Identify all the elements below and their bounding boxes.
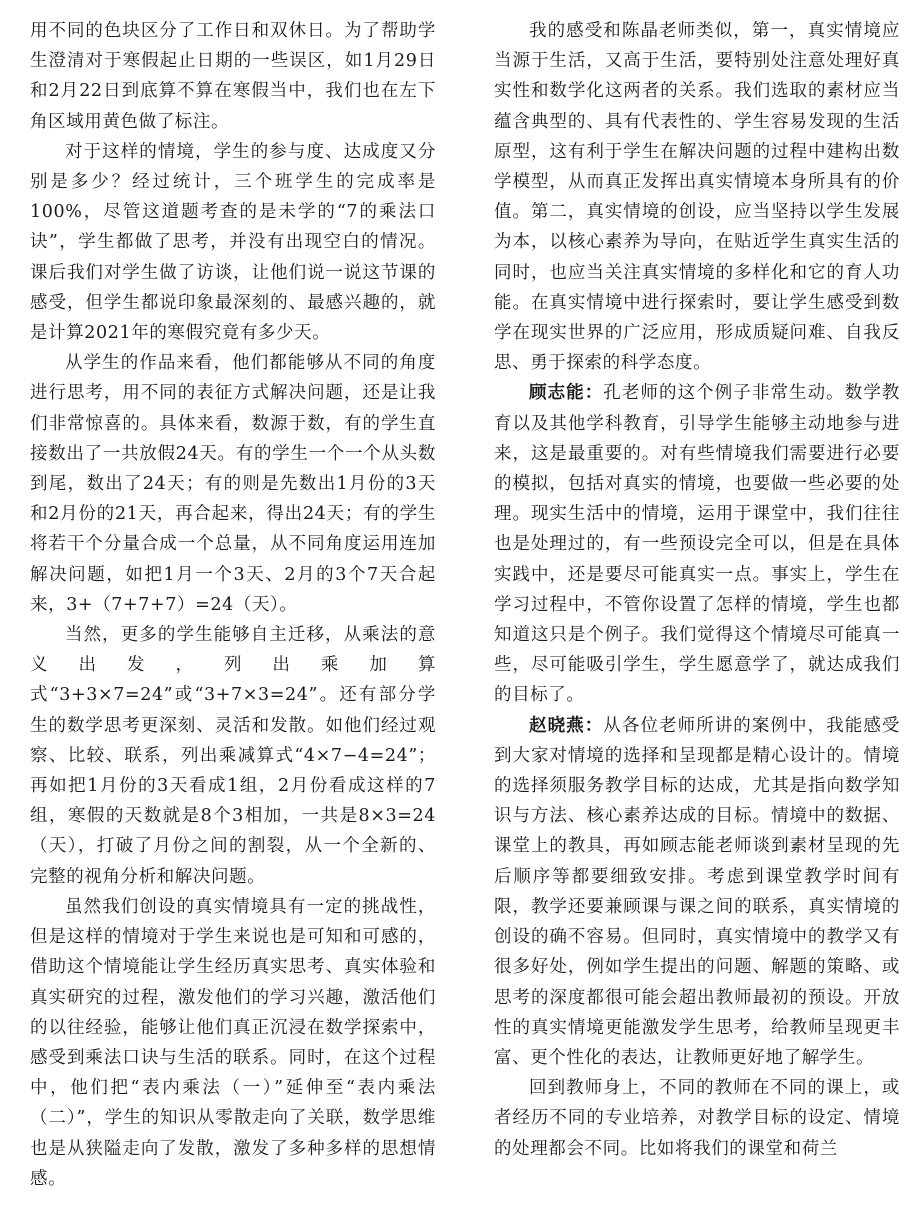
speaker-text: 孔老师的这个例子非常生动。数学教育以及其他学科教育，引导学生能够主动地参与进来，这是最重要的。对有些情境我们需要进行必要的模拟，包括对真实的情境，也要做一些必要的处理。现实生活中的情境，运用于课堂中，我们往往也是处理过的，有一些预设完全可以，但是在具体实践中，还是要尽可能真实一点。事实上，学生在学习过程中，不管你设置了怎样的情境，学生也都知道这只是个例子。我们觉得这个情境尽可能真一些，尽可能吸引学生，学生愿意学了，就达成我们的目标了。 xyxy=(494,383,900,706)
paragraph: 对于这样的情境，学生的参与度、达成度又分别是多少？经过统计，三个班学生的完成率是100%，尽管这道题考查的是未学的“7的乘法口诀”，学生都做了思考，并没有出现空白的情况。课后我们对学生做了访谈，让他们说一说这节课的感受，但学生都说印象最深刻的、最感兴趣的，就是计算2021年的寒假究竟有多少天。 xyxy=(30,141,436,344)
speaker-text: 从各位老师所讲的案例中，我能感受到大家对情境的选择和呈现都是精心设计的。情境的选择须服务教学目标的达成，尤其是指向数学知识与方法、核心素养达成的目标。情境中的数据、课堂上的教具，再如顾志能老师谈到素材呈现的先后顺序等都要细致安排。考虑到课堂教学时间有限，教学还要兼顾课与课之间的联系，真实情境的创设的确不容易。但同时，真实情境中的教学又有很多好处，例如学生提出的问题、解题的策略、或思考的深度都很可能会超出教师最初的预设。开放性的真实情境更能激发学生思考，给教师呈现更丰富、更个性化的表达，让教师更好地了解学生。 xyxy=(494,715,900,1068)
speaker-name: 赵晓燕： xyxy=(529,715,604,736)
paragraph: 从学生的作品来看，他们都能够从不同的角度进行思考，用不同的表征方式解决问题，还是让我们非常惊喜的。具体来看，数源于数，有的学生直接数出了一共放假24天。有的学生一个一个从头数到尾，数出了24天；有的则是先数出1月份的3天和2月份的21天，再合起来，得出24天；有的学生将若干个分量合成一个总量，从不同角度运用连加解决问题，如把1月一个3天、2月的3个7天合起来，3+（7+7+7）=24（天）。 xyxy=(30,353,436,615)
article-page xyxy=(30,16,900,1196)
speaker-paragraph xyxy=(494,711,900,1073)
speaker-paragraph xyxy=(494,378,900,710)
right-column xyxy=(494,16,900,1196)
paragraph: 用不同的色块区分了工作日和双休日。为了帮助学生澄清对于寒假起止日期的一些误区，如1月29日和2月22日到底算不算在寒假当中，我们也在左下角区域用黄色做了标注。 xyxy=(30,21,436,132)
left-column xyxy=(30,16,436,1196)
speaker-name: 顾志能： xyxy=(529,383,604,404)
paragraph: 我的感受和陈晶老师类似，第一，真实情境应当源于生活，又高于生活，要特别处注意处理好真实性和数学化这两者的关系。我们选取的素材应当蕴含典型的、具有代表性的、学生容易发现的生活原型，这有利于学生在解决问题的过程中建构出数学模型，从而真正发挥出真实情境本身所具有的价值。第二，真实情境的创设，应当坚持以学生发展为本，以核心素养为导向，在贴近学生真实生活的同时，也应当关注真实情境的多样化和它的育人功能。在真实情境中进行探索时，要让学生感受到数学在现实世界的广泛应用，形成质疑问难、自我反思、勇于探索的科学态度。 xyxy=(494,21,900,374)
paragraph: 回到教师身上，不同的教师在不同的课上，或者经历不同的专业培养，对教学目标的设定、情境的处理都会不同。比如将我们的课堂和荷兰 xyxy=(494,1078,900,1159)
paragraph: 当然，更多的学生能够自主迁移，从乘法的意义出发，列出乘加算式“3+3×7=24”或“3+7×3=24”。还有部分学生的数学思考更深刻、灵活和发散。如他们经过观察、比较、联系，列出乘减算式“4×7−4=24”；再如把1月份的3天看成1组，2月份看成这样的7组，寒假的天数就是8个3相加，一共是8×3=24（天），打破了月份之间的割裂，从一个全新的、完整的视角分析和解决问题。 xyxy=(30,625,436,887)
paragraph: 虽然我们创设的真实情境具有一定的挑战性，但是这样的情境对于学生来说也是可知和可感的，借助这个情境能让学生经历真实思考、真实体验和真实研究的过程，激发他们的学习兴趣，激活他们的以往经验，能够让他们真正沉浸在数学探索中，感受到乘法口诀与生活的联系。同时，在这个过程中，他们把“表内乘法（一）”延伸至“表内乘法（二）”，学生的知识从零散走向了关联，数学思维也是从狭隘走向了发散，激发了多种多样的思想情感。 xyxy=(30,896,436,1189)
